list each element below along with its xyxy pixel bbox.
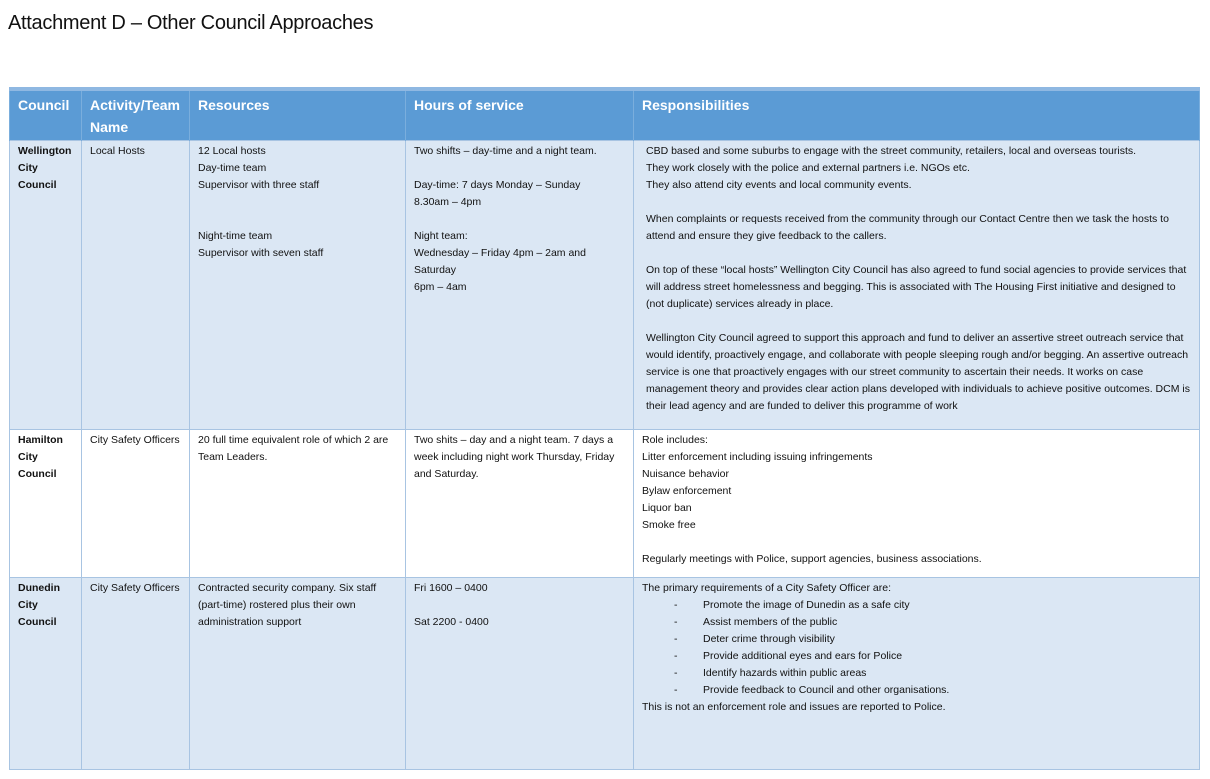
responsibility-item-text: Deter crime through visibility xyxy=(703,633,835,645)
activity-cell: City Safety Officers xyxy=(82,578,190,770)
responsibility-item: Smoke free xyxy=(642,519,696,531)
council-name-line1: Dunedin xyxy=(18,582,60,594)
responsibility-item-text: Assist members of the public xyxy=(703,616,838,628)
header-resources: Resources xyxy=(190,89,406,141)
responsibility-paragraph: On top of these “local hosts” Wellington City Council has also agreed to fund social agencies to provide services that will address street homelessness and begging. This is associated with The Housing First initiative and designed to (not duplicate) services already in place. xyxy=(646,264,1187,310)
activity-cell: City Safety Officers xyxy=(82,430,190,578)
hours-line: Night team: xyxy=(414,230,468,242)
responsibility-item xyxy=(642,665,1193,682)
hours-line: 8.30am – 4pm xyxy=(414,196,482,208)
hours-line: Sat 2200 - 0400 xyxy=(414,616,489,628)
header-activity-line2: Name xyxy=(90,119,129,135)
activity-cell: Local Hosts xyxy=(82,141,190,430)
responsibility-item: Liquor ban xyxy=(642,502,692,514)
header-activity xyxy=(82,89,190,141)
responsibility-item-text: Promote the image of Dunedin as a safe city xyxy=(703,599,910,611)
resources-cell xyxy=(190,141,406,430)
responsibility-item-text: Identify hazards within public areas xyxy=(703,667,867,679)
responsibility-item: Bylaw enforcement xyxy=(642,485,732,497)
responsibility-outro: This is not an enforcement role and issues are reported to Police. xyxy=(642,701,946,713)
responsibility-item xyxy=(642,597,1193,614)
resource-line: Day-time team xyxy=(198,162,267,174)
responsibility-outro: Regularly meetings with Police, support agencies, business associations. xyxy=(642,553,982,565)
hours-line: Day-time: 7 days Monday – Sunday xyxy=(414,179,581,191)
responsibility-paragraph: When complaints or requests received from the community through our Contact Centre then we task the hosts to attend and ensure they give feedback to the callers. xyxy=(646,213,1169,242)
dash-bullet: - xyxy=(674,616,678,628)
resource-line: Supervisor with seven staff xyxy=(198,247,324,259)
responsibility-item: Litter enforcement including issuing infringements xyxy=(642,451,873,463)
hours-line: 6pm – 4am xyxy=(414,281,467,293)
table-row xyxy=(10,141,1200,430)
council-cell xyxy=(10,141,82,430)
council-name-line2: City Council xyxy=(18,599,57,628)
responsibility-paragraph: Wellington City Council agreed to support this approach and fund to deliver an assertive street outreach service that would identify, proactively engage, and collaborate with people sleeping rough and/or begging. An assertive outreach service is one that proactively engages with our street community to ascertain their needs. It works on case management theory and provides clear action plans developed with individuals to achieve positive outcomes. DCM is their lead agency and are funded to deliver this programme of work xyxy=(646,332,1190,412)
header-council: Council xyxy=(10,89,82,141)
responsibility-intro: Role includes: xyxy=(642,434,708,446)
hours-line: Saturday xyxy=(414,264,457,276)
resource-line: Supervisor with three staff xyxy=(198,179,320,191)
dash-bullet: - xyxy=(674,684,678,696)
responsibility-intro: The primary requirements of a City Safety Officer are: xyxy=(642,582,891,594)
responsibility-item xyxy=(642,648,1193,665)
council-approaches-table xyxy=(9,87,1200,770)
hours-cell xyxy=(406,578,634,770)
hours-line: Wednesday – Friday 4pm – 2am and xyxy=(414,247,586,259)
header-responsibilities: Responsibilities xyxy=(634,89,1200,141)
table-header-row xyxy=(10,89,1200,141)
council-name-line2: City Council xyxy=(18,451,57,480)
council-cell xyxy=(10,430,82,578)
responsibility-item: Nuisance behavior xyxy=(642,468,729,480)
dash-bullet: - xyxy=(674,667,678,679)
responsibility-item-text: Provide additional eyes and ears for Police xyxy=(703,650,903,662)
resources-cell: 20 full time equivalent role of which 2 are Team Leaders. xyxy=(190,430,406,578)
hours-cell xyxy=(406,141,634,430)
responsibility-item xyxy=(642,614,1193,631)
table-row xyxy=(10,430,1200,578)
hours-cell: Two shits – day and a night team. 7 days a week including night work Thursday, Friday and Saturday. xyxy=(406,430,634,578)
resource-line: 12 Local hosts xyxy=(198,145,266,157)
hours-line: Fri 1600 – 0400 xyxy=(414,582,488,594)
hours-line: Two shifts – day-time and a night team. xyxy=(414,145,597,157)
council-name-line1: Hamilton xyxy=(18,434,63,446)
resource-line: Night-time team xyxy=(198,230,273,242)
header-activity-line1: Activity/Team xyxy=(90,97,180,113)
responsibility-item-text: Provide feedback to Council and other organisations. xyxy=(703,684,950,696)
page-title: Attachment D – Other Council Approaches xyxy=(8,12,374,34)
council-name-line1: Wellington xyxy=(18,145,72,157)
responsibility-item xyxy=(642,631,1193,648)
council-name-line2: City Council xyxy=(18,162,57,191)
responsibilities-cell xyxy=(634,430,1200,578)
header-hours: Hours of service xyxy=(406,89,634,141)
responsibilities-cell xyxy=(634,578,1200,770)
responsibilities-cell xyxy=(634,141,1200,430)
dash-bullet: - xyxy=(674,633,678,645)
dash-bullet: - xyxy=(674,599,678,611)
responsibility-paragraph: CBD based and some suburbs to engage with the street community, retailers, local and overseas tourists. They work closely with the police and external partners i.e. NGOs etc. They also attend city events and local community events. xyxy=(646,145,1137,191)
council-cell xyxy=(10,578,82,770)
resources-cell: Contracted security company. Six staff (part-time) rostered plus their own administration support xyxy=(190,578,406,770)
responsibility-item xyxy=(642,682,1193,699)
dash-bullet: - xyxy=(674,650,678,662)
table-row xyxy=(10,578,1200,770)
